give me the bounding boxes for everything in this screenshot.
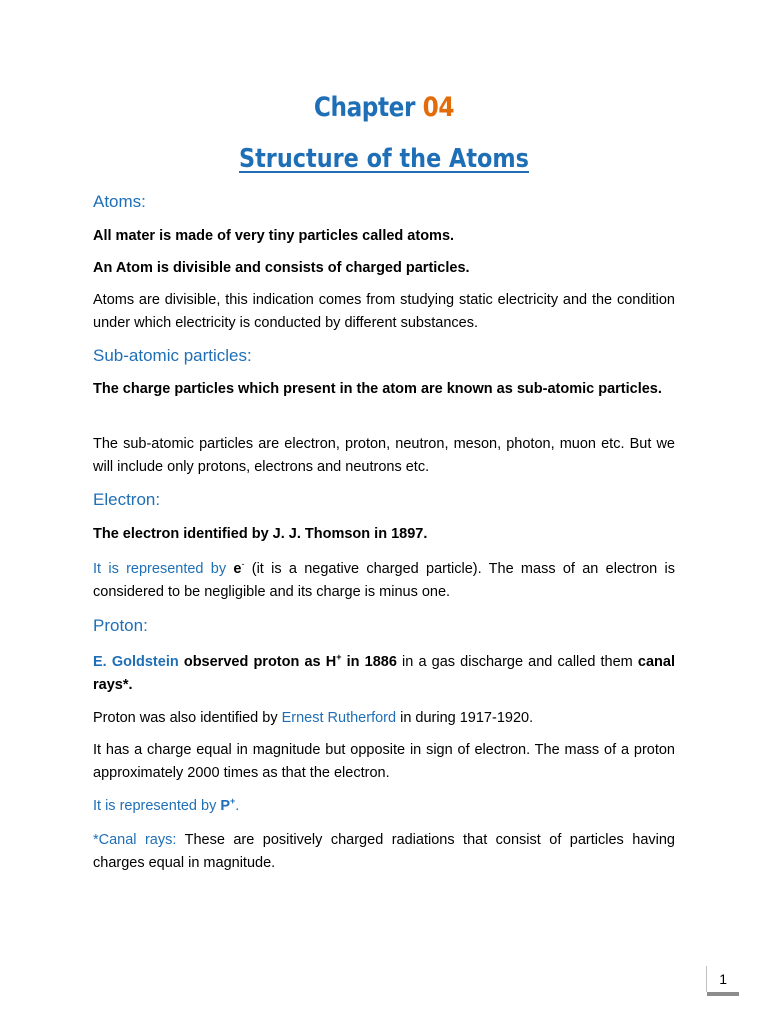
chapter-heading bbox=[134, 88, 635, 128]
goldstein-name: E. Goldstein bbox=[93, 654, 179, 670]
page-number-bar bbox=[707, 992, 739, 996]
rutherford-name: Ernest Rutherford bbox=[281, 710, 397, 726]
proton-represented-end: . bbox=[235, 798, 240, 814]
canal-rays-term: canal rays*. bbox=[93, 654, 675, 693]
proton-observed-text: observed proton as H bbox=[178, 654, 337, 670]
subatomic-paragraph-1: The charge particles which present in the atom are known as sub-atomic particles. bbox=[93, 381, 662, 397]
page-number: 1 bbox=[719, 971, 727, 987]
proton-represented-text: It is represented by bbox=[93, 798, 221, 814]
heading-proton: Proton: bbox=[93, 616, 148, 635]
page-number-box bbox=[706, 966, 739, 992]
heading-atoms: Atoms: bbox=[93, 192, 146, 211]
proton-discharge-text: in a gas discharge and called them bbox=[396, 654, 638, 670]
proton-paragraph-3: It has a charge equal in magnitude but opposite in sign of electron. The mass of a proton approximately 2000 times as that the electron. bbox=[93, 742, 675, 781]
proton-paragraph-1 bbox=[93, 651, 675, 696]
proton-paragraph-2 bbox=[93, 707, 675, 730]
atoms-paragraph-1: All mater is made of very tiny particles called atoms. bbox=[93, 228, 455, 244]
proton-symbol: P bbox=[220, 798, 231, 814]
proton-h-sup: + bbox=[336, 652, 342, 662]
electron-paragraph-rest: (it is a negative charged particle). The mass of an electron is considered to be negligible and its charge is minus one. bbox=[93, 561, 675, 600]
electron-symbol: e bbox=[233, 561, 242, 577]
atoms-paragraph-3: Atoms are divisible, this indication comes from studying static electricity and the condition under which electricity is conducted by different substances. bbox=[93, 292, 675, 331]
proton-symbol-sup: + bbox=[230, 796, 236, 806]
chapter-number: 04 bbox=[422, 92, 455, 123]
atoms-paragraph-2: An Atom is divisible and consists of charged particles. bbox=[93, 260, 470, 276]
subatomic-paragraph-2: The sub-atomic particles are electron, proton, neutron, meson, photon, muon etc. But we will include only protons, electrons and neutrons etc. bbox=[93, 436, 675, 475]
electron-symbol-sup: - bbox=[241, 559, 245, 569]
proton-identified-end: in during 1917-1920. bbox=[396, 710, 534, 726]
electron-represented-text: It is represented by bbox=[93, 561, 234, 577]
proton-identified-text: Proton was also identified by bbox=[93, 710, 282, 726]
heading-electron: Electron: bbox=[93, 490, 161, 509]
electron-paragraph-1: The electron identified by J. J. Thomson in 1897. bbox=[93, 526, 428, 542]
page-title-text: Structure of the Atoms bbox=[239, 144, 529, 174]
chapter-word: Chapter bbox=[313, 92, 416, 123]
electron-paragraph-2 bbox=[93, 558, 675, 603]
canal-rays-definition: These are positively charged radiations that consist of particles having charges equal in magnitude. bbox=[93, 832, 675, 871]
page-title bbox=[134, 140, 635, 178]
proton-paragraph-5 bbox=[93, 829, 675, 874]
proton-year: in 1886 bbox=[341, 654, 397, 670]
proton-paragraph-4 bbox=[93, 795, 675, 818]
heading-subatomic: Sub-atomic particles: bbox=[93, 346, 252, 365]
canal-rays-label: *Canal rays: bbox=[93, 832, 177, 848]
